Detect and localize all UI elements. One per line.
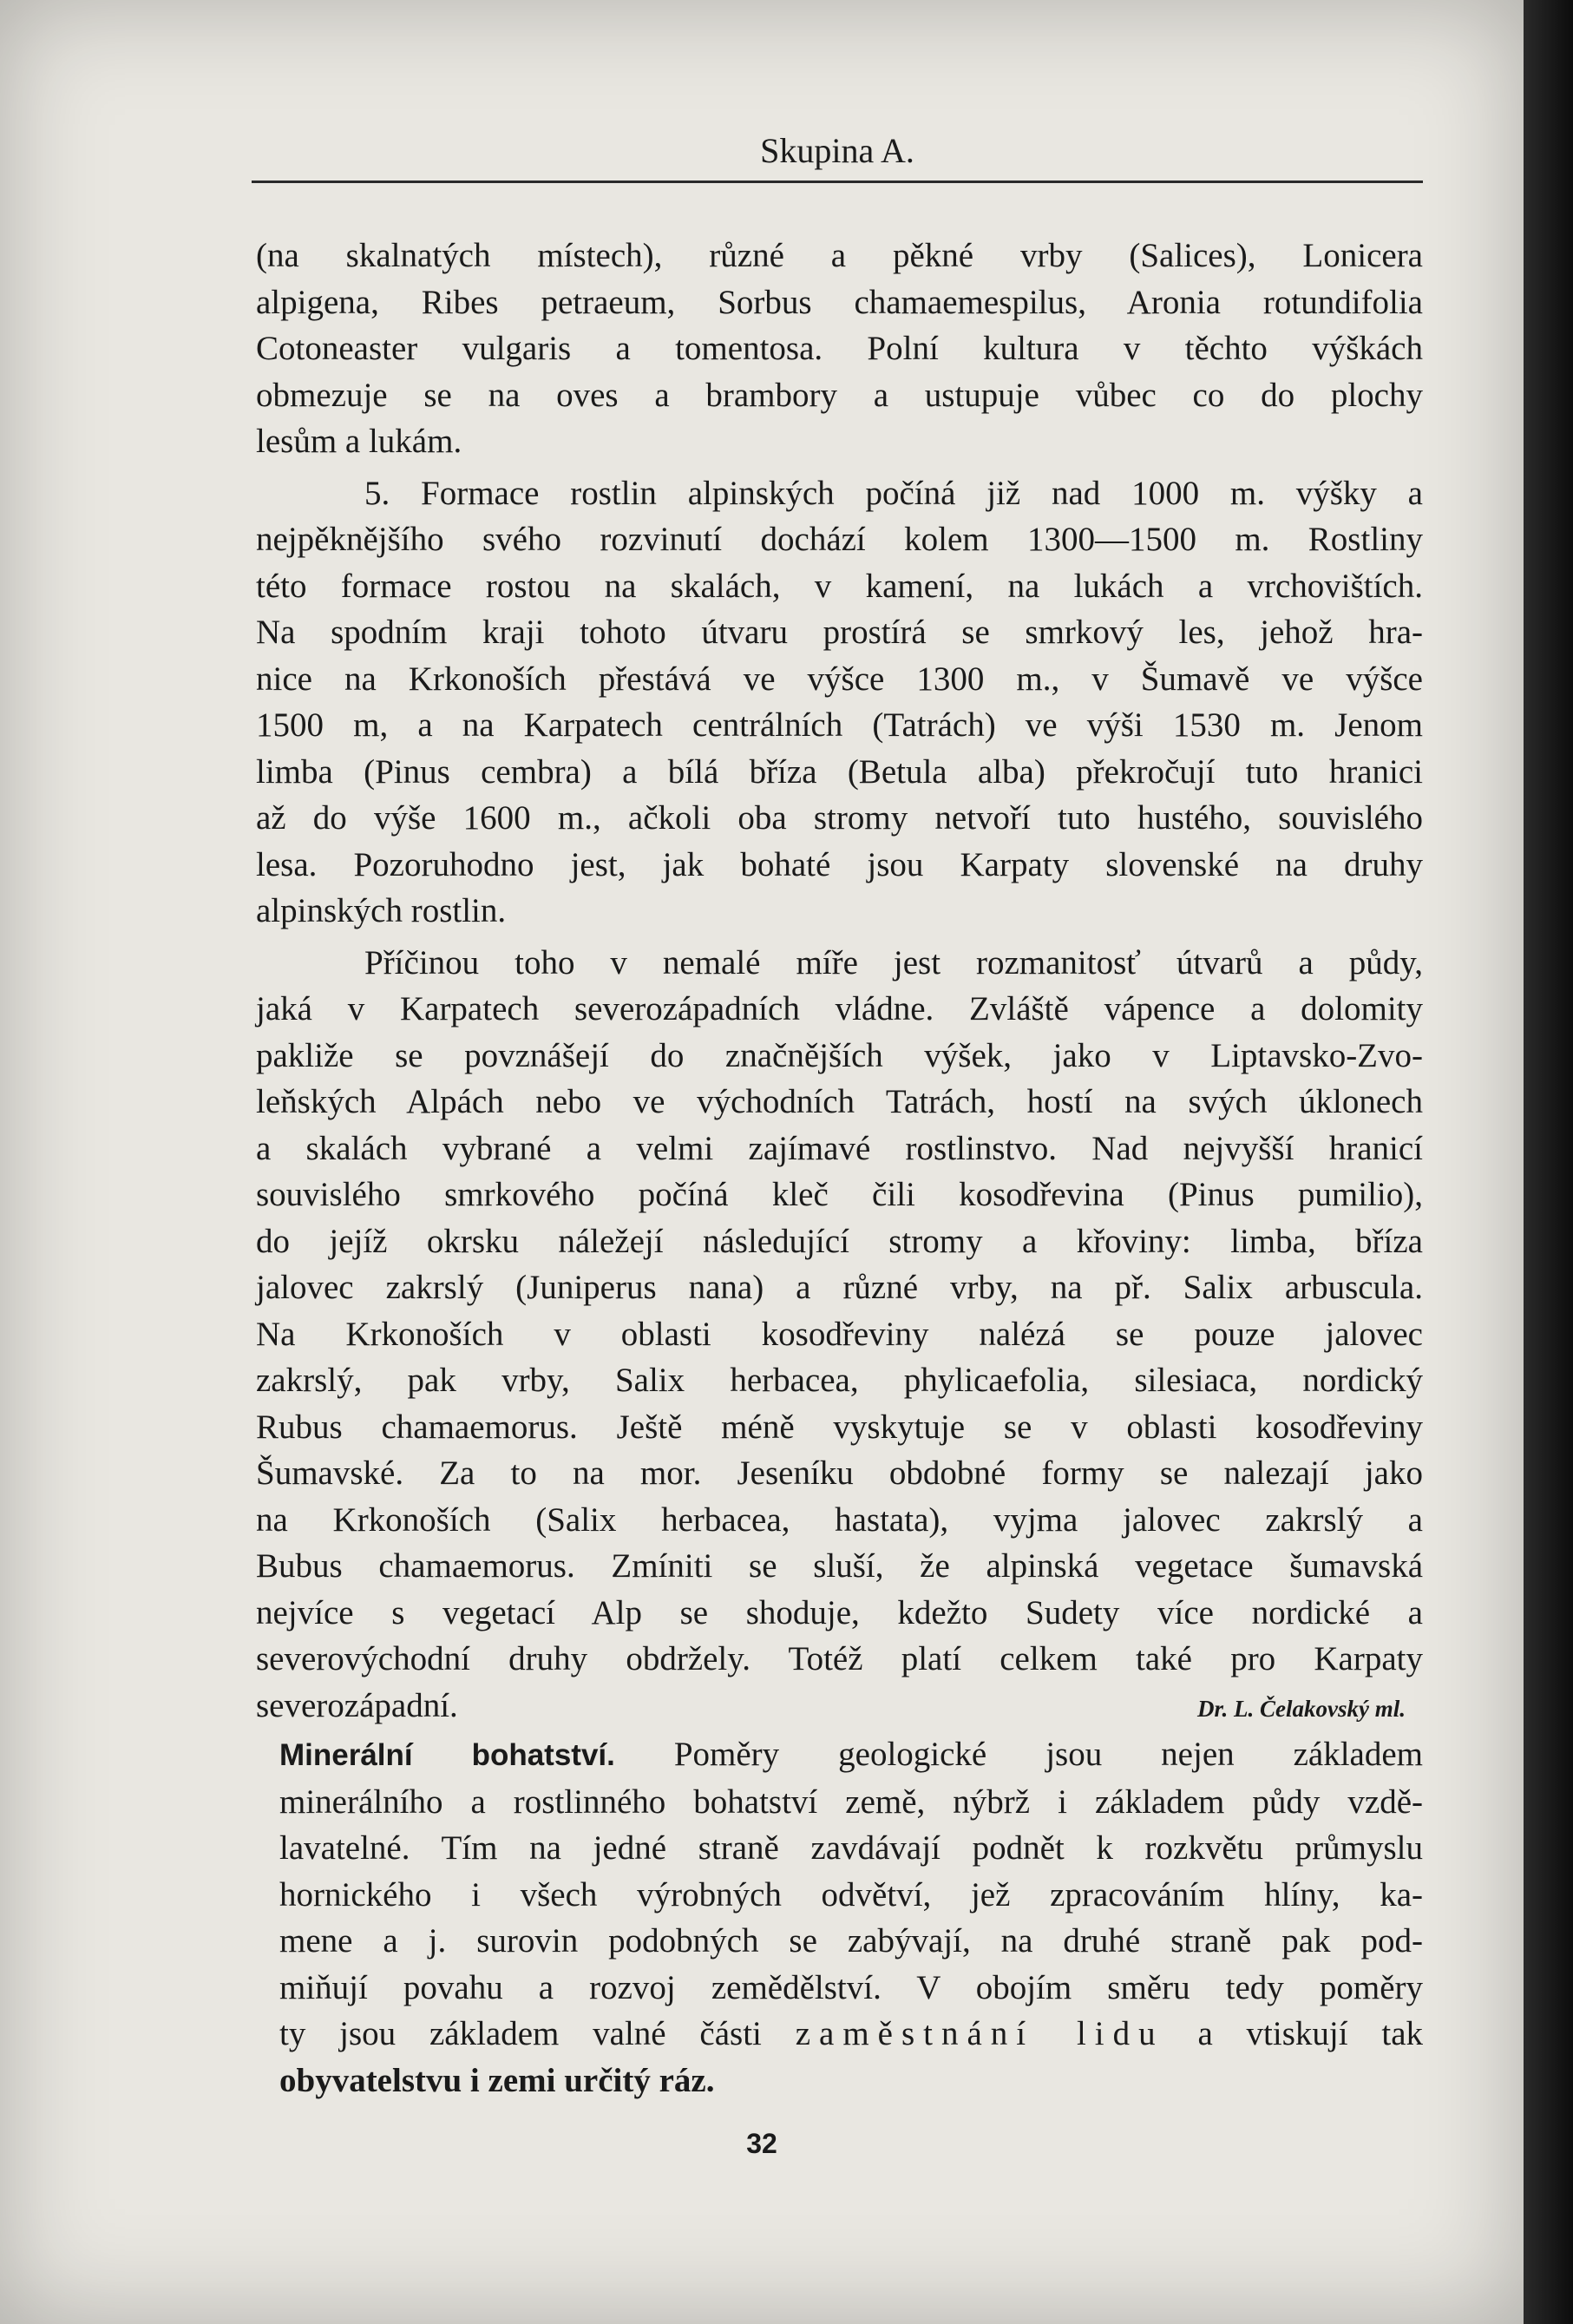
section-mineral-wealth [279, 1731, 1423, 2104]
paragraph-3-last-line: severozápadní. [256, 1686, 458, 1724]
sec-lines-line: hornického i všech výrobných odvětví, jež zpracováním hlíny, ka- [279, 1875, 1423, 1914]
p2-line: 5. Formace rostlin alpinských počíná již nad 1000 m. výšky a [364, 474, 1423, 512]
p2-line: alpinských rostlin. [256, 892, 507, 929]
p3-line: na Krkonoších (Salix herbacea, hastata), vyjma jalovec zakrslý a [256, 1500, 1423, 1539]
p3-line: Šumavské. Za to na mor. Jeseníku obdobné formy se nalezají jako [256, 1454, 1423, 1492]
section-first-line [279, 1731, 1423, 1779]
p3-line: jaká v Karpatech severozápadních vládne. Zvláště vápence a dolomity [256, 990, 1423, 1027]
section-line-post: a vtiskují tak [1197, 2015, 1424, 2052]
p3-line: Na Krkonoších v oblasti kosodřeviny nalézá se pouze jalovec [256, 1315, 1423, 1353]
p3-line: zakrslý, pak vrby, Salix herbacea, phylicaefolia, silesiaca, nordický [256, 1362, 1423, 1399]
p2-line: této formace rostou na skalách, v kamení, na lukách a vrchovištích. [256, 567, 1423, 605]
p3-line: Rubus chamaemorus. Ještě méně vyskytuje se v oblasti kosodřeviny [256, 1408, 1423, 1446]
sec-lines-line: lavatelné. Tím na jedné straně zavdávají podnět k rozkvětu průmyslu [279, 1829, 1423, 1867]
section-lines [279, 1779, 1423, 2012]
signature-line [256, 1683, 1423, 1733]
header-rule [252, 181, 1423, 183]
p3-line: jalovec zakrslý (Juniperus nana) a různé vrby, na př. Salix arbuscula. [256, 1269, 1423, 1306]
p3-line: nejvíce s vegetací Alp se shoduje, kdežto Sudety více nordické a [256, 1593, 1423, 1631]
p3-line: Příčinou toho v nemalé míře jest rozmanitosť útvarů a půdy, [364, 943, 1423, 981]
section-last-line: obyvatelstvu i zemi určitý ráz. [279, 2061, 715, 2099]
section-line-emphasis: zaměstnání lidu [795, 2015, 1164, 2052]
p2-line: 1500 m, a na Karpatech centrálních (Tatrách) ve výši 1530 m. Jenom [256, 706, 1423, 744]
p2-line: nejpěknějšího svého rozvinutí dochází kolem 1300—1500 m. Rostliny [256, 521, 1423, 558]
p3-line: a skalách vybrané a velmi zajímavé rostlinstvo. Nad nejvyšší hranicí [256, 1129, 1423, 1167]
p1-line: Cotoneaster vulgaris a tomentosa. Polní kultura v těchto výškách [256, 330, 1423, 367]
p3-line: Bubus chamaemorus. Zmíniti se sluší, že alpinská vegetace šumavská [256, 1547, 1423, 1585]
sec-lines-line: mene a j. surovin podobných se zabývají, na druhé straně pak pod- [279, 1922, 1423, 1960]
section-line-pre: ty jsou základem valné části [279, 2015, 762, 2052]
p2-line: až do výše 1600 m., ačkoli oba stromy netvoří tuto hustého, souvislého [256, 799, 1423, 837]
paragraph-1 [256, 233, 1423, 465]
p3-line: pakliže se povznášejí do značnějších výšek, jako v Liptavsko-Zvo- [256, 1036, 1423, 1074]
p3-line: souvislého smrkového počíná kleč čili kosodřevina (Pinus pumilio), [256, 1176, 1423, 1213]
p2-line: limba (Pinus cembra) a bílá bříza (Betula alba) překročují tuto hranici [256, 752, 1423, 791]
sec-lines-line: minerálního a rostlinného bohatství země, nýbrž i základem půdy vzdě- [279, 1782, 1423, 1821]
p1-line: lesům a lukám. [256, 423, 462, 460]
p2-line: nice na Krkonoších přestává ve výšce 1300 m., v Šumavě ve výšce [256, 660, 1423, 698]
paragraph-3 [256, 940, 1423, 1683]
p2-line: Na spodním kraji tohoto útvaru prostírá se smrkový les, jehož hra- [256, 614, 1423, 651]
p1-line: alpigena, Ribes petraeum, Sorbus chamaemespilus, Aronia rotundifolia [256, 283, 1423, 321]
running-header: Skupina A. [760, 131, 914, 170]
page-number: 32 [746, 2128, 777, 2159]
p1-line: obmezuje se na oves a brambory a ustupuje vůbec co do plochy [256, 376, 1423, 414]
p3-line: leňských Alpách nebo ve východních Tatrách, hostí na svých úklonech [256, 1083, 1423, 1120]
author-signature: Dr. L. Čelakovský ml. [1197, 1695, 1406, 1722]
p2-line: lesa. Pozoruhodno jest, jak bohaté jsou Karpaty slovenské na druhy [256, 845, 1423, 883]
section-spaced-line [279, 2011, 1423, 2058]
sec-lines-line: miňují povahu a rozvoj zemědělství. V obojím směru tedy poměry [279, 1968, 1423, 2006]
paragraph-2 [256, 470, 1423, 935]
p3-line: do jejíž okrsku náležejí následující stromy a křoviny: limba, bříza [256, 1222, 1423, 1260]
section-first-line-text: Poměry geologické jsou nejen základem [673, 1736, 1424, 1773]
p3-line: severovýchodní druhy obdržely. Totéž platí celkem také pro Karpaty [256, 1640, 1423, 1677]
section-title: Minerální bohatství. [279, 1738, 615, 1772]
scan-edge [1524, 0, 1573, 2324]
body-text [256, 233, 1423, 1732]
p1-line: (na skalnatých místech), různé a pěkné vrby (Salices), Lonicera [256, 237, 1423, 274]
